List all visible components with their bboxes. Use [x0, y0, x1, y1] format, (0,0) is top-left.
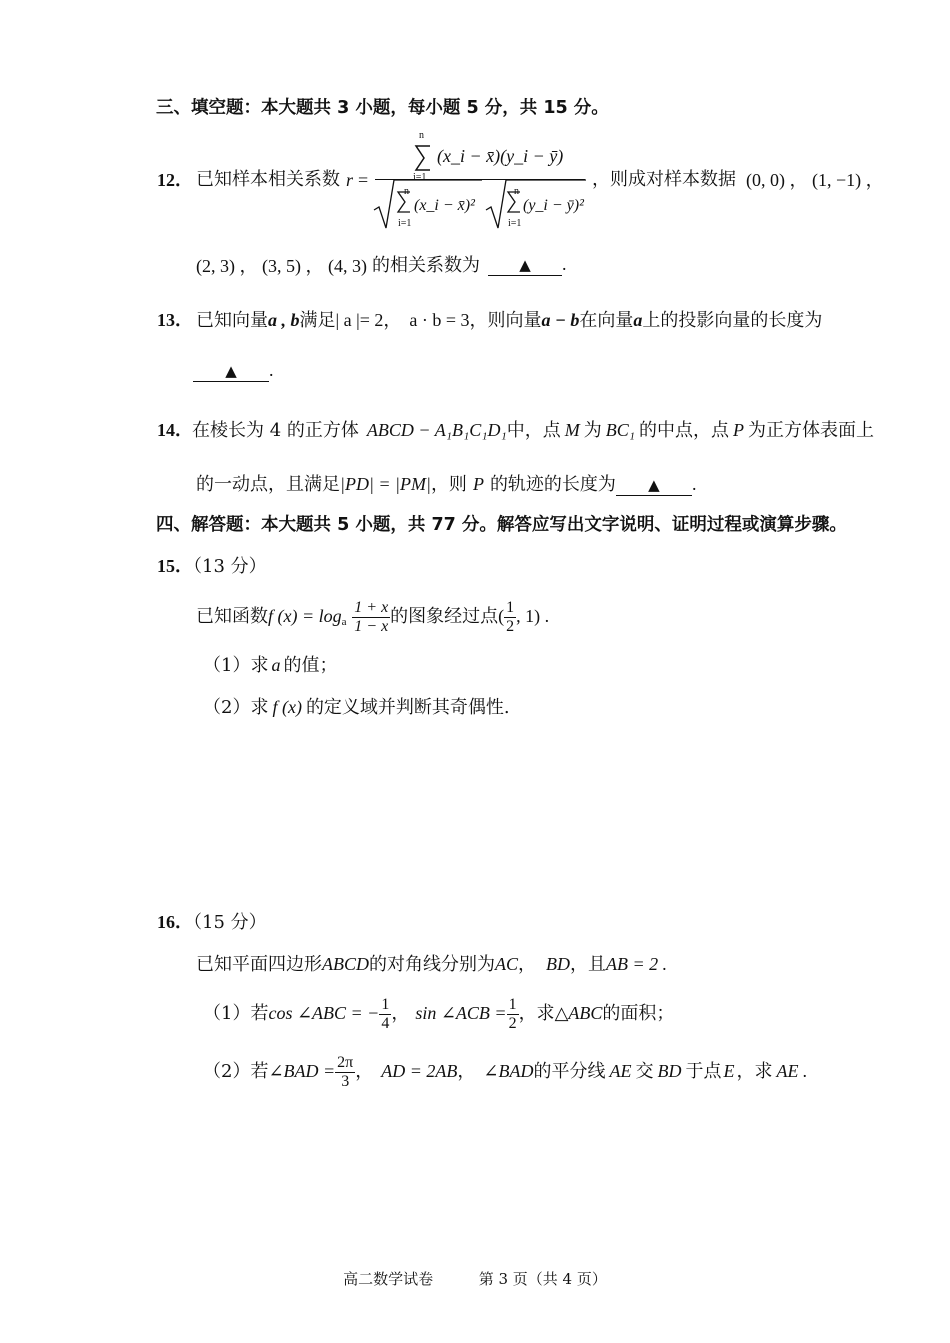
q12-den-sum-upper-2: n	[514, 186, 519, 197]
q16-stem3: ，且	[570, 954, 607, 975]
q16-cos-fraction	[379, 996, 391, 1033]
q12-points-line2: (2, 3) ， (3, 5) ， (4, 3)	[196, 256, 367, 276]
q14-line1b: 中，点	[506, 420, 561, 441]
q16-ask-ae: AE	[776, 1061, 799, 1081]
q12-lead: 已知样本相关系数	[196, 169, 340, 190]
q16-sin-top: 1	[508, 995, 517, 1013]
q14-segment-bc1: BC₁	[605, 420, 636, 440]
q16-part1-lead: （1）若	[203, 1003, 269, 1024]
q15-part1-end: 的值；	[283, 655, 338, 676]
q15-point-top: 1	[506, 598, 515, 616]
q14-cube: ABCD − A₁B₁C₁D₁	[366, 420, 507, 440]
q16-cos-bottom: 4	[381, 1014, 390, 1032]
q14-point-p: P	[733, 420, 745, 440]
q16-part1-end: 的面积；	[602, 1003, 675, 1024]
q16-stem: 已知平面四边形	[196, 954, 322, 975]
q12-den-sum-lower-2: i=1	[508, 218, 522, 229]
q13-vector-a: a	[633, 310, 643, 330]
q14-answer-blank[interactable]: ▲	[616, 475, 692, 496]
q14-line2: 的一动点，且满足	[196, 474, 340, 495]
q16-diagonal-ac: AC	[495, 954, 519, 974]
q16-part1-sin: sin ∠ACB =	[415, 1003, 507, 1023]
q16-stem2: 的对角线分别为	[369, 954, 495, 975]
q12-denominator-right: (y_i − ȳ)²	[523, 197, 584, 214]
q15-number: 15．	[157, 556, 193, 576]
q15-fraction-bottom: 1 − x	[354, 617, 389, 635]
q12-den-sum-upper-1: n	[404, 186, 409, 197]
q16-number: 16．	[157, 912, 193, 932]
q12-numerator: (x_i − x̄)(y_i − ȳ)	[437, 146, 564, 166]
q15-stem2: 的图象经过点	[390, 606, 499, 627]
q16-part2-angle: ∠BAD =	[268, 1061, 336, 1081]
q16-score: （15 分）	[193, 912, 267, 933]
q16-sin-fraction	[507, 996, 519, 1033]
q15-score: （13 分）	[193, 556, 267, 577]
q15-function-fraction	[352, 599, 390, 636]
q16-intersect-text: 交	[635, 1061, 654, 1082]
q16-part1-tail: ，求	[518, 1003, 555, 1024]
q13-text4: 在向量	[579, 310, 634, 331]
q12-tail: ，则成对样本数据	[592, 169, 736, 190]
q12-sum-lower: i=1	[413, 172, 427, 183]
page-footer	[0, 1268, 950, 1289]
q16-part1-cos: cos ∠ABC = −	[268, 1003, 380, 1023]
q16-segment-bd: BD	[657, 1061, 682, 1081]
q16-find-text: ，求	[736, 1061, 773, 1082]
q12-den-sum-lower-1: i=1	[398, 218, 412, 229]
q14-condition: |PD| = |PM|	[340, 474, 431, 494]
q16-sin-bottom: 2	[508, 1014, 517, 1032]
q13-number: 13．	[157, 310, 193, 330]
q16-diagonal-bd: BD	[546, 954, 571, 974]
footer-page-number: 第 3 页（共 4 页）	[478, 1270, 607, 1288]
q15-stem1: 已知函数	[196, 606, 268, 627]
q16-point-e: E	[723, 1061, 735, 1081]
q16-ad-relation: AD = 2AB	[381, 1061, 458, 1081]
q12-r-var: r	[346, 170, 354, 190]
q16-triangle: △ABC	[554, 1003, 603, 1023]
q15-part2-end: 的定义域并判断其奇偶性.	[305, 697, 510, 718]
q13-condition-norm: | a |= 2	[335, 310, 384, 330]
q13-vectors-ab: a , b	[268, 310, 300, 330]
q13-text5: 上的投影向量的长度为	[642, 310, 823, 331]
q13-condition-dot: a · b = 3	[409, 310, 470, 330]
q12-end: .	[562, 254, 567, 274]
q12-number: 12．	[157, 170, 193, 190]
q12-points-line1: (0, 0) ， (1, −1) ，	[746, 170, 884, 190]
q12-equals: =	[358, 170, 369, 190]
footer-title: 高二数学试卷	[343, 1270, 434, 1288]
q14-number: 14．	[157, 420, 193, 440]
q13-text3: ，则向量	[469, 310, 542, 331]
q14-point-p-2: P	[472, 474, 484, 494]
q16-part2-end: .	[802, 1061, 807, 1081]
q12-sum-upper: n	[419, 130, 424, 141]
q13-text1: 已知向量	[196, 310, 268, 331]
q16-angle-top: 2π	[337, 1053, 354, 1071]
q15-point-fraction	[504, 599, 516, 636]
q14-line1c: 为	[583, 420, 602, 441]
q16-angle-fraction	[335, 1054, 355, 1091]
q13-end: .	[269, 360, 274, 380]
q14-point-m: M	[564, 420, 580, 440]
q16-bisected-angle: ∠BAD	[483, 1061, 534, 1081]
q16-angle-bottom: 3	[341, 1072, 350, 1090]
q15-function: f (x) = log	[268, 606, 342, 626]
q12-ask: 的相关系数为	[372, 255, 480, 276]
q16-stem-end: .	[662, 954, 667, 974]
q14-line1: 在棱长为 4 的正方体	[192, 420, 359, 441]
section-4-heading: 四、解答题：本大题共 5 小题，共 77 分。解答应写出文字说明、证明过程或演算步骤。	[156, 515, 847, 535]
q15-fraction-top: 1 + x	[354, 598, 389, 616]
q16-cos-top: 1	[381, 995, 390, 1013]
q14-line1e: 为正方体表面上	[748, 420, 875, 441]
q16-at-point-text: 于点	[685, 1061, 722, 1082]
q12-denominator-left: (x_i − x̄)²	[414, 197, 475, 214]
q15-point-tail: , 1) .	[516, 606, 550, 626]
q13-text2: 满足	[299, 310, 336, 331]
q14-line2c: 的轨迹的长度为	[489, 474, 616, 495]
q12-answer-blank[interactable]: ▲	[488, 255, 562, 276]
q15-part1-var: a	[271, 655, 281, 675]
q13-answer-blank[interactable]: ▲	[193, 361, 269, 382]
section-3-heading: 三、填空题：本大题共 3 小题，每小题 5 分，共 15 分。	[156, 98, 609, 118]
q15-point-bottom: 2	[506, 617, 515, 635]
q15-part2-var: f (x)	[272, 697, 302, 717]
q14-end: .	[691, 474, 697, 494]
q16-bisector-text: 的平分线	[533, 1061, 606, 1082]
q15-log-base: a	[341, 616, 347, 628]
q15-part2-lead: （2）求	[203, 697, 269, 718]
q16-part2-lead: （2）若	[203, 1061, 269, 1082]
q14-line2b: ，则	[430, 474, 467, 495]
q13-vector-diff: a − b	[541, 310, 580, 330]
q16-ab-length: AB = 2	[606, 954, 659, 974]
q15-part1-lead: （1）求	[203, 655, 269, 676]
q14-line1d: 的中点，点	[639, 420, 730, 441]
q16-quadrilateral: ABCD	[322, 954, 369, 974]
q16-segment-ae: AE	[609, 1061, 632, 1081]
